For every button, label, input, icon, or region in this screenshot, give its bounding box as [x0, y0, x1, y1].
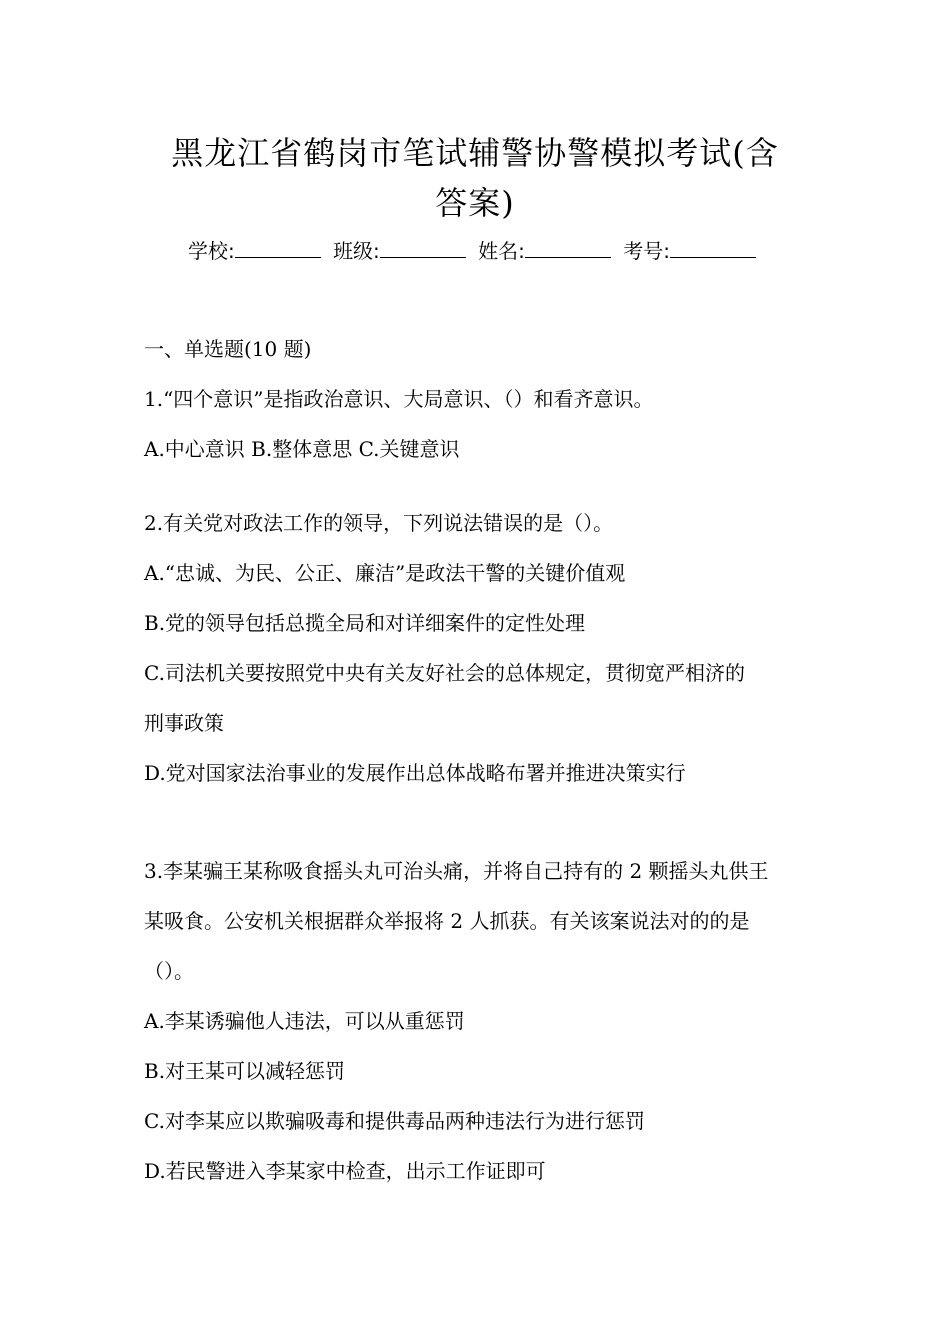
- q2-stem: 2.有关党对政法工作的领导，下列说法错误的是（）。: [144, 511, 614, 535]
- school-label: 学校:: [187, 239, 235, 263]
- school-blank: [235, 235, 321, 258]
- exam-number-label: 考号:: [623, 239, 671, 263]
- q3-stem-line-3: （）。: [144, 959, 194, 983]
- name-blank: [525, 235, 611, 258]
- class-blank: [380, 235, 466, 258]
- q3-option-c: C.对李某应以欺骗吸毒和提供毒品两种违法行为进行惩罚: [144, 1109, 645, 1133]
- q1-stem: 1.“四个意识”是指政治意识、大局意识、（）和看齐意识。: [144, 387, 654, 411]
- q3-stem-line-2: 某吸食。公安机关根据群众举报将 2 人抓获。有关该案说法对的的是: [144, 909, 750, 933]
- q2-option-b: B.党的领导包括总揽全局和对详细案件的定性处理: [144, 611, 586, 635]
- q3-option-b: B.对王某可以减轻惩罚: [144, 1059, 346, 1083]
- q3-option-a: A.李某诱骗他人违法，可以从重惩罚: [144, 1009, 465, 1033]
- name-label: 姓名:: [478, 239, 525, 263]
- document-title: [130, 128, 820, 228]
- q2-option-d: D.党对国家法治事业的发展作出总体战略布署并推进决策实行: [144, 761, 686, 785]
- section-heading: 一、单选题(10 题): [144, 337, 312, 361]
- exam-number-blank: [670, 235, 756, 258]
- title-line-2: 答案): [435, 184, 515, 222]
- q2-option-c-line-1: C.司法机关要按照党中央有关友好社会的总体规定，贯彻宽严相济的: [144, 661, 745, 685]
- q3-option-d: D.若民警进入李某家中检查，出示工作证即可: [144, 1159, 546, 1183]
- q3-stem-line-1: 3.李某骗王某称吸食摇头丸可治头痛，并将自己持有的 2 颗摇头丸供王: [144, 859, 769, 883]
- student-info-row: [0, 234, 950, 268]
- q2-option-c-line-2: 刑事政策: [144, 711, 224, 735]
- title-line-1: 黑龙江省鹤岗市笔试辅警协警模拟考试(含: [171, 134, 779, 172]
- class-label: 班级:: [333, 239, 380, 263]
- q1-options: A.中心意识 B.整体意思 C.关键意识: [144, 437, 460, 461]
- q2-option-a: A.“忠诚、为民、公正、廉洁”是政法干警的关键价值观: [144, 561, 626, 585]
